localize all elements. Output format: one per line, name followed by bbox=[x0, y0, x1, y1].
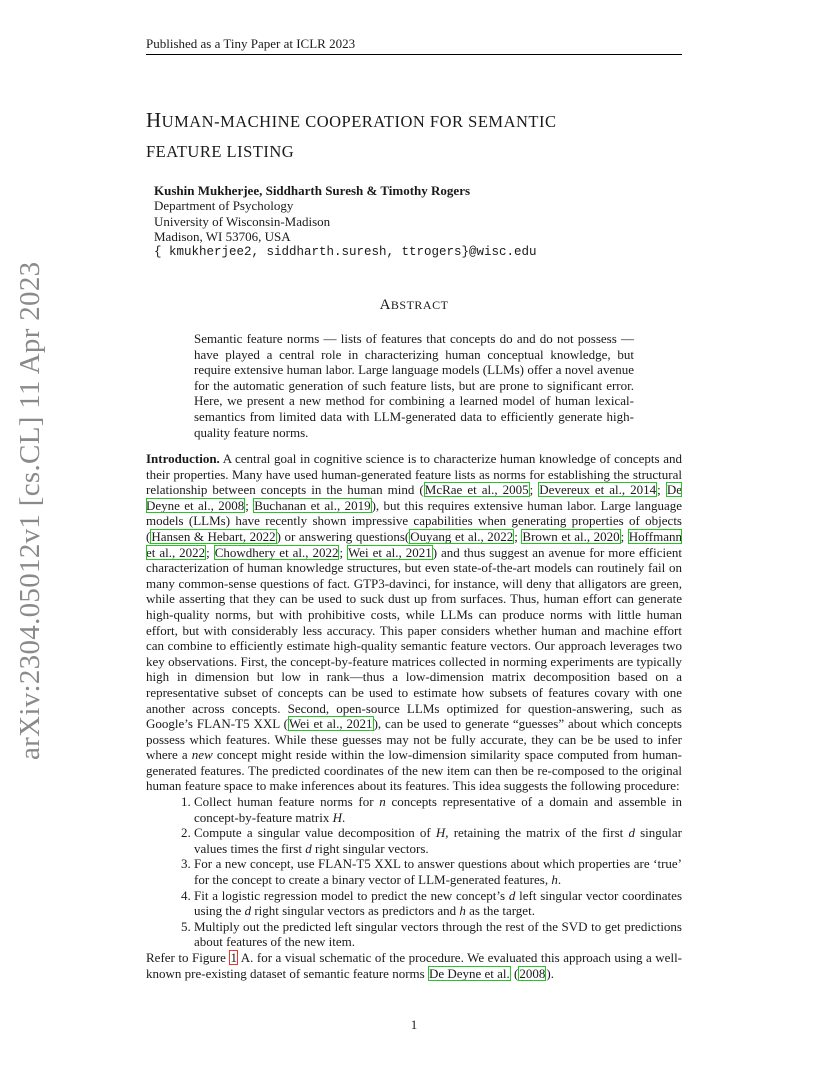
step-text: . bbox=[557, 872, 562, 888]
abstract-heading-initial: A bbox=[379, 297, 391, 313]
abstract-heading-rest: BSTRACT bbox=[390, 298, 449, 312]
citation-link[interactable]: Wei et al., 2021 bbox=[288, 716, 373, 732]
emphasis: new bbox=[191, 747, 213, 763]
intro-text: ; bbox=[657, 482, 666, 498]
procedure-list bbox=[146, 794, 682, 950]
intro-text: ; bbox=[339, 544, 348, 560]
list-item bbox=[194, 825, 682, 856]
figure-link[interactable]: 1 bbox=[230, 950, 237, 965]
citation-link[interactable]: De Deyne et al. bbox=[428, 965, 510, 981]
author-block bbox=[154, 183, 537, 260]
citation-link[interactable]: Brown et al., 2020 bbox=[522, 528, 620, 544]
intro-text: ; bbox=[529, 482, 539, 498]
citation-link[interactable]: McRae et al., 2005 bbox=[424, 482, 529, 498]
math-var: H bbox=[435, 825, 446, 841]
intro-text: ), but this requires extensive human labor. Large language models (LLMs) have recently shown impressive capabilities when generating properties of objects ( bbox=[146, 497, 682, 544]
math-var: h bbox=[551, 872, 558, 888]
author-department: Department of Psychology bbox=[154, 198, 294, 214]
closing-paragraph bbox=[146, 950, 682, 981]
list-item bbox=[194, 856, 682, 887]
intro-heading: Introduction. bbox=[146, 451, 220, 466]
title-line2: FEATURE LISTING bbox=[146, 142, 295, 161]
math-var: d bbox=[244, 903, 252, 919]
math-var: d bbox=[305, 840, 312, 856]
closing-text: A. for a visual schematic of the procedure. We evaluated this approach using a well-known pre-existing dataset of semantic feature norms bbox=[146, 950, 683, 981]
intro-text: ), can be used to generate “guesses” about which concepts possess which features. While these guesses may not be fully accurate, they can be be used to infer where a bbox=[146, 716, 682, 763]
author-email: { kmukherjee2, siddharth.suresh, ttrogers}@wisc.edu bbox=[154, 244, 537, 259]
step-text: . bbox=[342, 809, 346, 825]
running-header: Published as a Tiny Paper at ICLR 2023 bbox=[146, 36, 356, 51]
citation-link[interactable]: Devereux et al., 2014 bbox=[539, 482, 657, 498]
citation-link[interactable]: Ouyang et al., 2022 bbox=[410, 528, 514, 544]
closing-text: Refer to Figure bbox=[146, 950, 230, 965]
step-text: right singular vectors as predictors and bbox=[251, 903, 460, 919]
intro-text: ; bbox=[620, 528, 628, 544]
abstract-text: Semantic feature norms — lists of features that concepts do and do not possess — have played a central role in characterizing human conceptual knowledge, but require extensive human labor. Large language models (LLMs) offer a novel avenue for the automatic generation of such feature lists, but are prone to significant error. Here, we present a new method for combining a learned model of human lexical-semantics from limited data with LLM-generated data to efficiently generate high-quality feature norms. bbox=[194, 331, 634, 440]
intro-text: concept might reside within the low-dimension similarity space computed from human-generated features. The predicted coordinates of the new item can then be re-composed to the original human feature space to make inferences about its features. This idea suggests the following procedure: bbox=[146, 747, 683, 794]
list-item bbox=[194, 919, 682, 950]
title-line1: UMAN-MACHINE COOPERATION FOR SEMANTIC bbox=[161, 112, 557, 131]
closing-text: ( bbox=[510, 965, 519, 981]
list-item bbox=[194, 888, 682, 919]
math-var: h bbox=[459, 903, 466, 919]
intro-text: ; bbox=[514, 528, 522, 544]
closing-text: ). bbox=[546, 965, 554, 981]
math-var: d bbox=[628, 825, 635, 841]
step-text: Fit a logistic regression model to predict the new concept’s bbox=[194, 887, 509, 903]
page-number: 1 bbox=[410, 1017, 418, 1032]
math-var: d bbox=[508, 887, 516, 903]
intro-text: ) and thus suggest an avenue for more efficient characterization of human knowledge structures, but even state-of-the-art models can routinely fail on many common-sense questions of fact. GTP3-davinci, for instance, will deny that alligators are green, while asserting that they can be used to suck dust up from surfaces. Thus, human effort can generate high-quality norms, but with prohibitive costs, while LLMs can produce norms with little human effort, but with considerably less accuracy. This paper considers whether human and machine effort can combine to efficiently estimate high-quality semantic feature vectors. Our approach leverages two key observations. First, the concept-by-feature matrices collected in norming experiments are typically high in dimension but low in rank—thus a low-dimension matrix decomposition based on a representative subset of concepts can be used to estimate how subsets of features covary with one another across concepts. Second, open-source LLMs optimized for question-answering, such as Google’s FLAN-T5 XXL ( bbox=[146, 544, 683, 732]
paper-title bbox=[146, 106, 686, 166]
step-text: For a new concept, use FLAN-T5 XXL to answer questions about which properties are ‘true’ for the concept to create a binary vector of LLM-generated features, bbox=[194, 856, 682, 888]
author-names: Kushin Mukherjee, Siddharth Suresh & Timothy Rogers bbox=[154, 183, 471, 198]
citation-link[interactable]: Hansen & Hebart, 2022 bbox=[151, 528, 276, 544]
citation-link[interactable]: De Deyne et al., 2008 bbox=[146, 482, 682, 513]
intro-text: ; bbox=[206, 544, 214, 560]
math-var: n bbox=[379, 794, 386, 810]
citation-link[interactable]: Chowdhery et al., 2022 bbox=[214, 544, 339, 560]
intro-text: ; bbox=[245, 497, 254, 513]
abstract-heading bbox=[146, 297, 682, 314]
list-item bbox=[194, 794, 682, 825]
step-text: Collect human feature norms for bbox=[194, 794, 380, 810]
step-text: singular values times the first bbox=[194, 825, 682, 856]
citation-link[interactable]: Wei et al., 2021 bbox=[348, 544, 432, 560]
citation-link[interactable]: Hoffmann et al., 2022 bbox=[146, 528, 682, 560]
arxiv-watermark: arXiv:2304.05012v1 [cs.CL] 11 Apr 2023 bbox=[14, 261, 46, 760]
intro-paragraph bbox=[146, 451, 682, 794]
step-text: as the target. bbox=[465, 903, 535, 919]
step-text: Compute a singular value decomposition of bbox=[194, 825, 436, 841]
step-text: left singular vector coordinates using the bbox=[194, 887, 683, 919]
citation-link[interactable]: Buchanan et al., 2019 bbox=[254, 497, 371, 513]
step-text: Multiply out the predicted left singular vectors through the rest of the SVD to get predictions about features of the new item. bbox=[194, 918, 682, 950]
step-text: , retaining the matrix of the first bbox=[445, 825, 629, 841]
math-var: H bbox=[332, 809, 342, 825]
main-body bbox=[146, 451, 682, 981]
citation-link[interactable]: 2008 bbox=[519, 965, 546, 981]
header-rule bbox=[146, 54, 682, 55]
intro-text: ) or answering questions( bbox=[276, 528, 410, 544]
intro-text: A central goal in cognitive science is to characterize human knowledge of concepts and their properties. Many have used human-generated feature lists as norms for establishing the structural relationship between concepts in the human mind ( bbox=[146, 451, 682, 498]
step-text: concepts representative of a domain and assemble in concept-by-feature matrix bbox=[194, 794, 682, 825]
title-initial: H bbox=[146, 108, 162, 132]
author-address: Madison, WI 53706, USA bbox=[154, 229, 291, 245]
author-university: University of Wisconsin-Madison bbox=[154, 213, 331, 229]
step-text: right singular vectors. bbox=[311, 840, 429, 856]
